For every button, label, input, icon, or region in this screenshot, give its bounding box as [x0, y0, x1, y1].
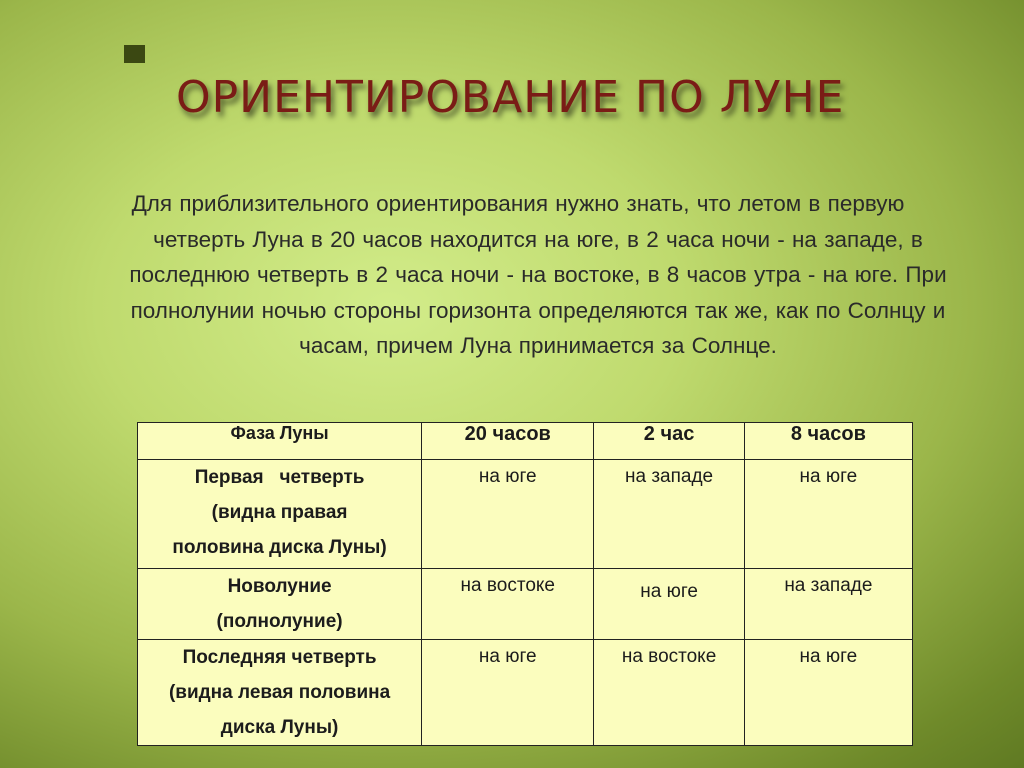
table-row [138, 569, 913, 640]
phase-cell [138, 640, 422, 746]
value-cell-8h [744, 640, 912, 746]
value-cell-2h [594, 569, 744, 640]
table-row [138, 640, 913, 746]
value-cell-8h [744, 569, 912, 640]
corner-square-mark [124, 45, 145, 63]
cell-value: на западе [784, 575, 873, 596]
table-row [138, 460, 913, 569]
cell-value: на юге [478, 646, 537, 667]
header-phase: Фаза Луны [138, 423, 422, 460]
header-20h: 20 часов [422, 423, 594, 460]
value-cell-2h [594, 640, 744, 746]
phase-line: (видна левая половина [168, 682, 391, 703]
value-cell-20h [422, 569, 594, 640]
cell-value: на западе [625, 466, 714, 487]
phase-line: Последняя четверть [182, 647, 377, 668]
cell-value: на востоке [460, 575, 555, 596]
value-cell-20h [422, 640, 594, 746]
phase-line: диска Луны) [220, 717, 339, 738]
cell-value: на юге [478, 466, 537, 487]
header-2h: 2 час [594, 423, 744, 460]
header-8h: 8 часов [744, 423, 912, 460]
phase-line: (видна правая [211, 502, 348, 523]
cell-value: на юге [640, 581, 698, 602]
table-header-row [138, 423, 913, 460]
value-cell-20h [422, 460, 594, 569]
phase-cell [138, 460, 422, 569]
slide-title: ОРИЕНТИРОВАНИЕ ПО ЛУНЕ [176, 72, 845, 123]
phase-line: половина диска Луны) [172, 537, 387, 558]
phase-line: Первая четверть [194, 467, 365, 488]
cell-value: на востоке [621, 646, 717, 667]
phase-cell [138, 569, 422, 640]
cell-value: на юге [799, 466, 858, 487]
value-cell-8h [744, 460, 912, 569]
value-cell-2h [594, 460, 744, 569]
cell-value: на юге [799, 646, 858, 667]
moon-phase-table [137, 422, 913, 746]
phase-line: Новолуние [227, 576, 332, 597]
slide-paragraph: Для приблизительного ориентирования нужно знать, что летом в первую четверть Луна в 20 часов находится на юге, в 2 часа ночи - на западе, в последнюю четверть в 2 часа ночи - на востоке, в 8 часов утра - на юге. При полнолунии ночью стороны горизонта определяются так же, как по Солнцу и часам, причем Луна принимается за Солнце. [129, 191, 947, 358]
phase-line: (полнолуние) [216, 611, 343, 632]
